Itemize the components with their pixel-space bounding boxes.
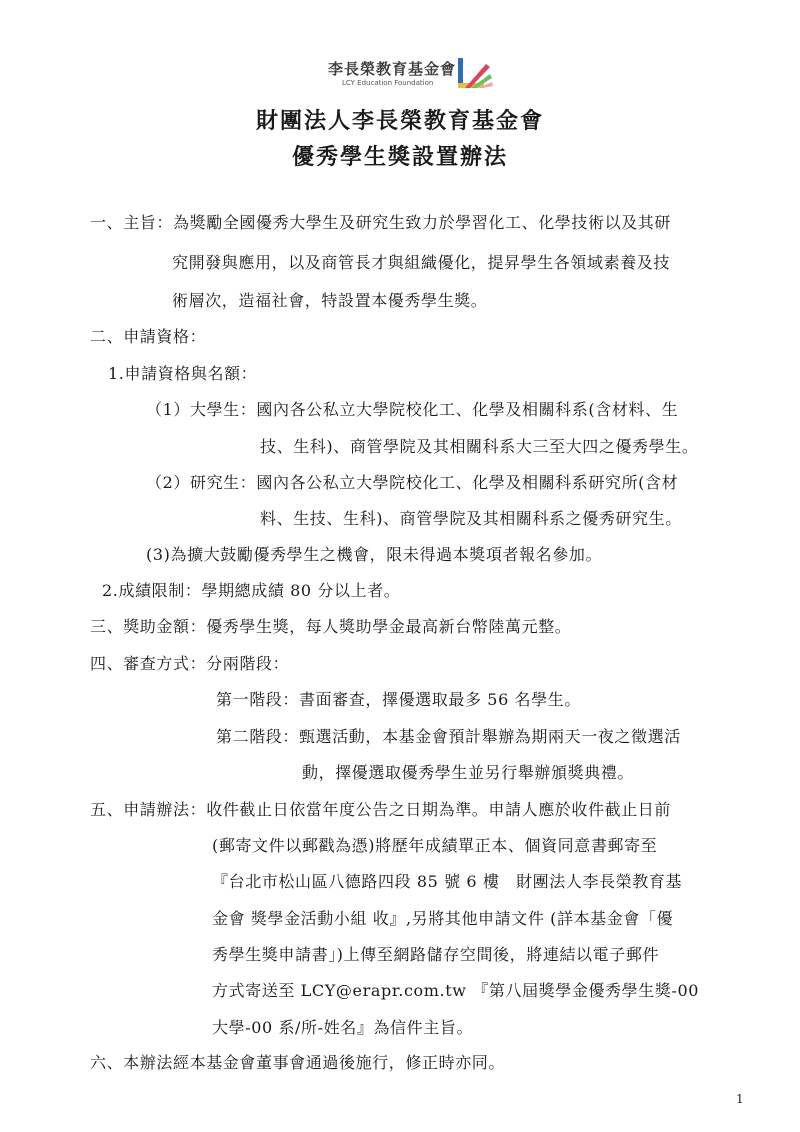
section-2-1-2-line-2: 料、生技、生科)、商管學院及其相關科系之優秀研究生。 (260, 509, 682, 528)
section-1-line-2: 究開發與應用，以及商管長才與組織優化，提昇學生各領域素養及技 (172, 253, 671, 272)
section-2-2: 2.成績限制：學期總成績 80 分以上者。 (102, 581, 401, 600)
section-6: 六、本辦法經本基金會董事會通過後施行，修正時亦同。 (90, 1053, 506, 1072)
section-2-heading: 二、申請資格： (90, 327, 207, 346)
section-2-1-3: (3)為擴大鼓勵優秀學生之機會，限未得過本獎項者報名參加。 (146, 545, 603, 564)
section-2-1-1-line-2: 技、生科)、商管學院及其相關科系大三至大四之優秀學生。 (260, 437, 699, 456)
section-5-line-2: (郵寄文件以郵戳為憑)將歷年成績單正本、個資同意書郵寄至 (212, 836, 658, 855)
section-4-stage-1: 第一階段：書面審查，擇優選取最多 56 名學生。 (216, 690, 581, 709)
section-5-line-7: 大學-00 系/所-姓名』為信件主旨。 (212, 1018, 474, 1037)
section-5-line-1: 五、申請辦法：收件截止日依當年度公告之日期為準。申請人應於收件截止日前 (90, 800, 672, 819)
section-5-line-5: 秀學生獎申請書」)上傳至網路儲存空間後，將連結以電子郵件 (212, 945, 660, 964)
page-number: 1 (736, 1092, 744, 1106)
section-2-1-heading: 1.申請資格與名額： (108, 364, 258, 383)
section-4-stage-2-line-2: 動，擇優選取優秀學生並另行舉辦頒獎典禮。 (302, 763, 635, 782)
logo-name-zh: 李長榮教育基金會 (328, 60, 457, 78)
document-subtitle: 優秀學生獎設置辦法 (291, 144, 508, 170)
lcy-logo-icon (456, 54, 494, 92)
section-1-line-3: 術層次，造福社會，特設置本優秀學生獎。 (172, 291, 488, 310)
section-2-1-1-line-1: （1）大學生：國內各公私立大學院校化工、化學及相關科系(含材料、生 (146, 400, 679, 419)
section-1-line-1: 一、主旨：為獎勵全國優秀大學生及研究生致力於學習化工、化學技術以及其研 (90, 213, 672, 232)
section-4-stage-2-line-1: 第二階段：甄選活動，本基金會預計舉辦為期兩天一夜之徵選活 (216, 727, 681, 746)
section-2-1-2-line-1: （2）研究生：國內各公私立大學院校化工、化學及相關科系研究所(含材 (146, 473, 679, 492)
foundation-logo (328, 52, 498, 96)
logo-name-en: LCY Education Foundation (342, 79, 434, 87)
section-5-line-4: 金會 獎學金活動小組 收』,另將其他申請文件 (詳本基金會「優 (212, 909, 674, 928)
document-title: 財團法人李長榮教育基金會 (255, 108, 544, 134)
section-4-heading: 四、審查方式：分兩階段： (90, 654, 290, 673)
section-3: 三、獎助金額：優秀學生獎，每人獎助學金最高新台幣陸萬元整。 (90, 617, 572, 636)
section-5-line-3: 『台北市松山區八德路四段 85 號 6 樓 財團法人李長榮教育基 (212, 872, 683, 891)
section-5-line-6: 方式寄送至 LCY@erapr.com.tw 『第八屆獎學金優秀學生獎-00 (212, 981, 700, 1000)
